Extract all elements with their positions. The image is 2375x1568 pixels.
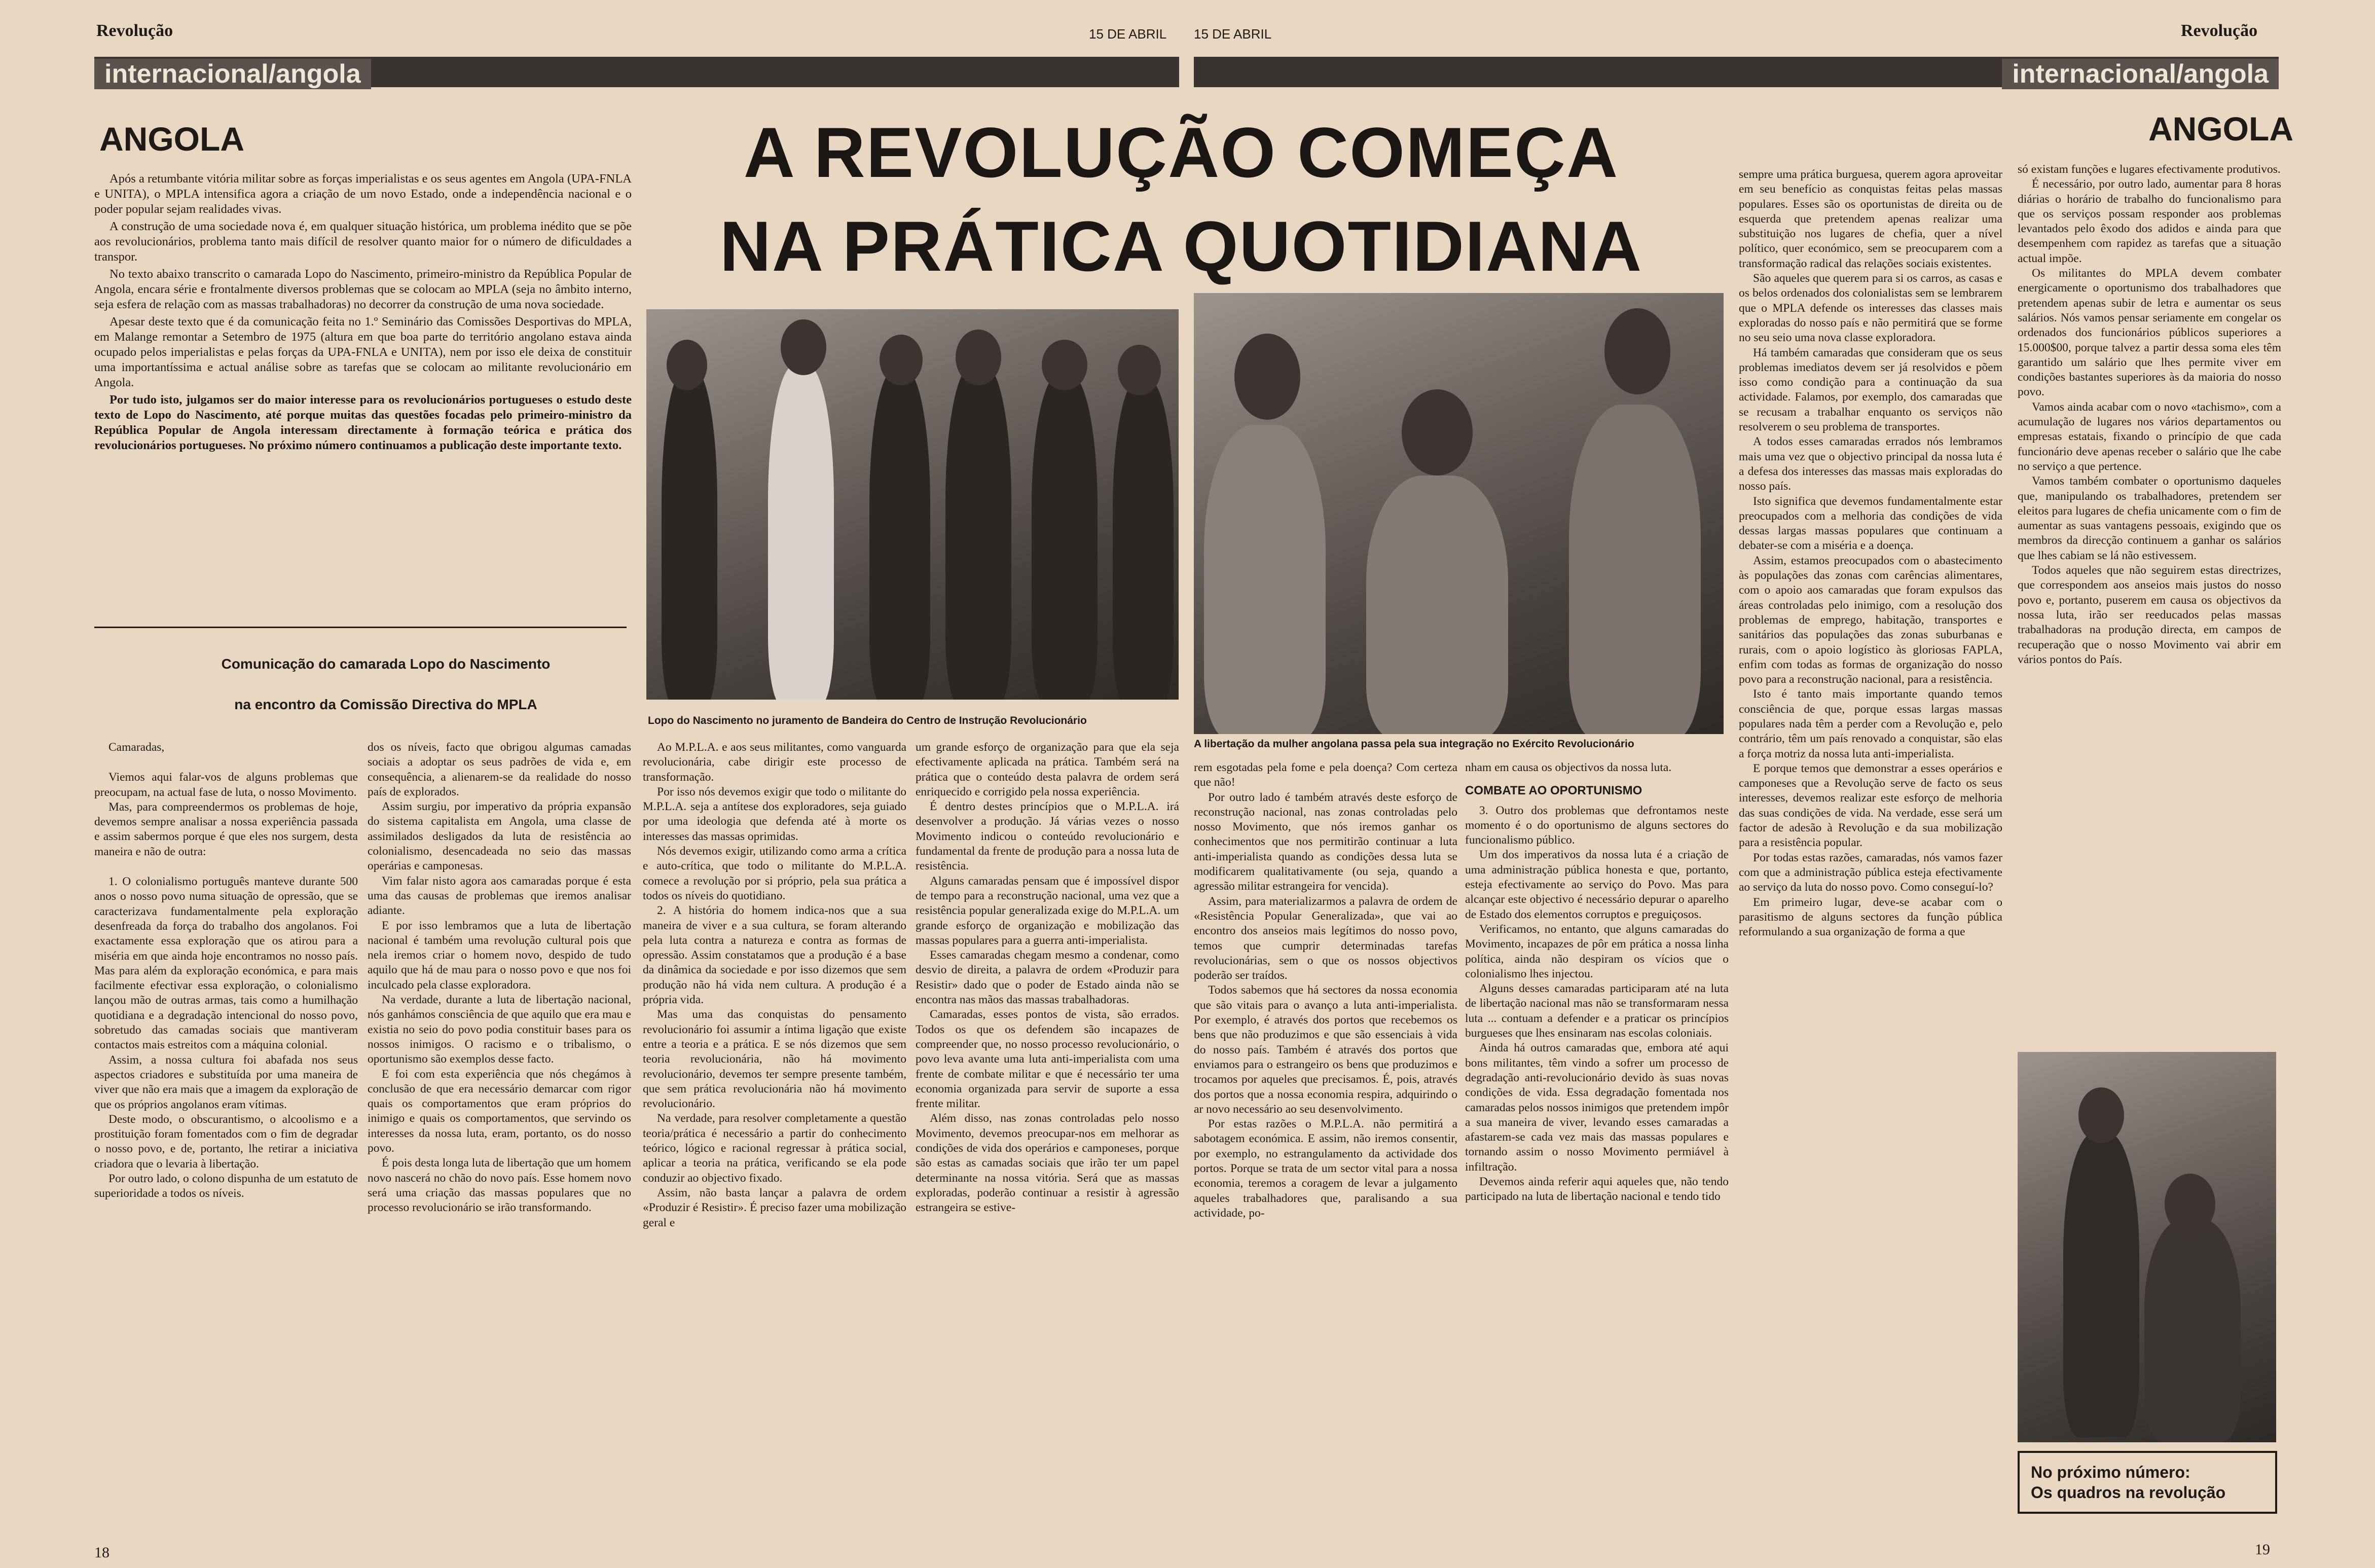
column-paragraph: Vim falar nisto agora aos camaradas porque é esta uma das causas de problemas que iremos analisar adiante. (368, 874, 631, 918)
column-paragraph: E foi com esta experiência que nós chegámos à conclusão de que era necessário demarcar com rigor quais os comportamentos que eram próprios do inimigo e quais os comportamentos, que servindo os interesses da nossa luta, eram, portanto, os do nosso povo. (368, 1067, 631, 1155)
headline-line-1: A REVOLUÇÃO COMEÇA (743, 113, 1619, 192)
column-paragraph: Em primeiro lugar, deve-se acabar com o parasitismo de alguns sectores da função pública reformulando a sua organização de forma a que (1739, 895, 2002, 939)
photo-soldiers-small (2018, 1052, 2276, 1442)
section-band-left (94, 57, 1179, 87)
column-paragraph: Assim, estamos preocupados com o abastecimento às populações das zonas com carências alimentares, com o apoio aos camaradas que foram expulsos das áreas controladas pelo inimigo, com a resolução dos problemas de emprego, habitação, transportes e sanitários das populações das zonas suburbanas e rurais, com o apoio logístico às gloriosas FAPLA, enfim com todas as formas de organização do nosso povo para a reconstrução nacional, para a resistência. (1739, 554, 2002, 686)
column-paragraph: Deste modo, o obscurantismo, o alcoolismo e a prostituição foram fomentados com o fim de degradar o nosso povo, e de, portanto, lhe retirar a iniciativa criadora que o levaria à libertação. (94, 1112, 358, 1171)
section-label-left: internacional/angola (94, 59, 371, 89)
column-paragraph: Na verdade, durante a luta de libertação nacional, nós ganhámos consciência de que aquilo que era mau e existia no seio do povo podia constituir bases para os nossos inimigos. O racismo e o tribalismo, o oportunismo são exemplos desse facto. (368, 993, 631, 1066)
column-paragraph: 2. A história do homem indica-nos que a sua maneira de viver e a sua cultura, se foram alterando pela luta contra a natureza e contra as formas de opressão. Assim constatamos que a produção é a base da dinâmica da sociedade e por isso dizemos que sem produção não há vida nem cultura. A produção é a própria vida. (643, 904, 906, 1007)
intro-divider (94, 627, 627, 628)
next-issue-label: No próximo número: (2031, 1463, 2190, 1481)
subhead-line-2: na encontro da Comissão Directiva do MPLA (234, 697, 537, 712)
next-issue-box (2018, 1451, 2277, 1514)
column-paragraph: um grande esforço de organização para que ela seja efectivamente aplicada na prática. Também será na prática que o conteúdo desta palavra de ordem será enriquecido e corrigido pela nossa experiência. (916, 741, 1179, 798)
column-paragraph: Todos sabemos que há sectores da nossa economia que são vitais para o avanço a luta anti-imperialista. Por exemplo, é através dos portos que recebemos os bens que não produzimos e que são essenciais à vida do nosso país. Também é através dos portos que enviamos para o estrangeiro os bens que produzimos e trocamos por aqueles que precisamos. É, pois, através dos portos que a nossa economia respira, adquirindo o ar novo necessário ao seu desenvolvimento. (1194, 983, 1457, 1116)
photo-caption-left: Lopo do Nascimento no juramento de Bandeira do Centro de Instrução Revolucionário (648, 715, 1087, 726)
column-paragraph: Todos aqueles que não seguirem estas directrizes, que correspondem aos anseios mais justos do nosso povo e, portanto, puserem em causa os objectivos da nossa luta, irão ser reeducados pelas massas trabalhadoras na produção directa, em campos de recuperação que o nosso Movimento vai abrir em vários pontos do País. (2018, 564, 2281, 666)
text-column-4 (916, 740, 1179, 1541)
subhead-line-1: Comunicação do camarada Lopo do Nascimento (221, 656, 551, 672)
column-paragraph: Por isso nós devemos exigir que todo o militante do M.P.L.A. seja a antítese dos exploradores, seja guiado por uma ideologia que defenda até à morte os interesses das massas oprimidas. (643, 785, 906, 843)
photo-women-soldiers (1194, 293, 1724, 734)
column-paragraph: Por todas estas razões, camaradas, nós vamos fazer com que a administração pública esteja efectivamente ao serviço da luta do nosso povo. Como conseguí-lo? (1739, 851, 2002, 894)
column-paragraph: Isto é tanto mais importante quando temos consciência de que, porque essas largas massas populares nada têm a perder com a Revolução e, pelo contrário, têm um país renovado a conquistar, são elas a força motriz da nossa luta anti-imperialista. (1739, 687, 2002, 760)
intro-paragraph: Por tudo isto, julgamos ser do maior interesse para os revolucionários portugueses o estudo deste texto de Lopo do Nascimento, até porque muitas das questões focadas pelo primeiro-ministro da República Popular de Angola interessam directamente à formação teórica e prática dos revolucionários portugueses. No próximo número continuamos a publicação deste importante texto. (94, 393, 632, 452)
photo-caption-right: A libertação da mulher angolana passa pela sua integração no Exército Revolucionário (1194, 738, 1634, 750)
section-heading: COMBATE AO OPORTUNISMO (1465, 784, 1642, 798)
column-paragraph: A todos esses camaradas errados nós lembramos mais uma vez que o objectivo principal da nossa luta é a defesa dos interesses das massas mais exploradas do nosso país. (1739, 435, 2002, 493)
column-paragraph: Por outro lado, o colono dispunha de um estatuto de superioridade a todos os níveis. (94, 1172, 358, 1200)
date-right: 15 DE ABRIL (1194, 26, 1272, 42)
column-paragraph: Isto significa que devemos fundamentalmente estar preocupados com a melhoria das condições de vida dessas largas massas populares que continuam a debater-se com a miséria e a doença. (1739, 494, 2002, 553)
column-paragraph: 3. Outro dos problemas que defrontamos neste momento é o do oportunismo de alguns sectores do funcionalismo público. (1465, 804, 1729, 847)
article-subhead (94, 644, 677, 725)
column-paragraph: Ainda há outros camaradas que, embora até aqui bons militantes, têm vindo a sofrer um processo de degradação anti-revolucionário devido às suas novas condições de vida. Essa degradação fomentada nos camaradas pelos nossos inimigos que pretendem impôr a sua maneira de viver, levando esses camaradas a afastarem-se cada vez mais das massas populares e tornando assim o nosso Movimento permiável à infiltração. (1465, 1041, 1729, 1174)
text-column-5 (1194, 760, 1457, 1541)
column-paragraph: Assim, a nossa cultura foi abafada nos seus aspectos criadores e substituída por uma maneira de viver que não era mais que a imagem da exploração de que os próprios angolanos eram vítimas. (94, 1053, 358, 1111)
column-paragraph: Mas, para compreendermos os problemas de hoje, devemos sempre analisar a nossa experiência passada e assim sabermos porque é que eles nos surgem, desta maneira e não de outra: (94, 800, 358, 858)
column-paragraph: Além disso, nas zonas controladas pelo nosso Movimento, devemos preocupar-nos em melhorar as condições de vida dos operários e camponeses, porque são estas as camadas sociais que irão ter um papel determinante na nossa vitória. Será que as massas exploradas, poderão continuar a resistir à agressão estrangeira se estive- (916, 1112, 1179, 1215)
column-paragraph: Por outro lado é também através deste esforço de reconstrução nacional, nas zonas controladas pelo nosso Movimento, que nós iremos ganhar os conhecimentos que nos permitirão continuar a luta anti-imperialista quando as condições dessa luta se modificarem qualitativamente (ou seja, quando a agressão militar estrangeira for vencida). (1194, 790, 1457, 893)
intro-paragraph: Após a retumbante vitória militar sobre as forças imperialistas e os seus agentes em Angola (UPA-FNLA e UNITA), o MPLA intensifica agora a criação de um novo Estado, onde a independência nacional e o poder popular sejam realidades vivas. (94, 172, 632, 216)
column-paragraph: Vamos ainda acabar com o novo «tachismo», com a acumulação de lugares nos vários departamentos ou empresas estatais, fixando o princípio de que cada funcionário deve apenas receber o salário que lhe cabe no serviço a que pertence. (2018, 400, 2281, 473)
column-paragraph: Assim surgiu, por imperativo da própria expansão do sistema capitalista em Angola, uma classe de assimilados desligados da luta de resistência ao colonialismo, desencadeada no seio das massas operárias e camponesas. (368, 800, 631, 873)
column-paragraph: E por isso lembramos que a luta de libertação nacional é também uma revolução cultural pois que nela iremos criar o homem novo, despido de tudo aquilo que há de mau para o nosso povo e que nos foi inculcado pela classe exploradora. (368, 919, 631, 992)
intro-paragraph: No texto abaixo transcrito o camarada Lopo do Nascimento, primeiro-ministro da República Popular de Angola, encara série e frontalmente diversos problemas que se colocam ao MPLA (seja no âmbito interno, seja esfera de relação com as massas trabalhadoras) no decorrer da construção de uma nova sociedade. (94, 267, 632, 311)
column-paragraph: rem esgotadas pela fome e pela doença? Com certeza que não! (1194, 761, 1457, 789)
column-paragraph: Camaradas, (108, 741, 165, 754)
column-paragraph: É dentro destes princípios que o M.P.L.A. irá desenvolver a produção. Já várias vezes o nosso Movimento indicou o conteúdo revolucionário e fundamental da frente de produção para a nossa luta de resistência. (916, 800, 1179, 873)
section-band-right (1194, 57, 2279, 87)
column-paragraph: Por estas razões o M.P.L.A. não permitirá a sabotagem económica. E assim, não iremos consentir, por exemplo, no estrangulamento da actividade dos portos. Porque se trata de um sector vital para a nossa economia, teremos a coragem de levar a julgamento aqueles trabalhadores que, paralisando a sua actividade, po- (1194, 1117, 1457, 1220)
column-paragraph: São aqueles que querem para si os carros, as casas e os belos ordenados dos colonialistas sem se lembrarem que o MPLA defende os interesses das classes mais exploradas do nosso país e não permitirá que se forme no seu seio uma nova classe exploradora. (1739, 272, 2002, 345)
column-paragraph: Na verdade, para resolver completamente a questão teoria/prática é necessário a partir do conhecimento teórico, lógico e racional regressar à prática social, aplicar a teoria na prática, verificando se ela pode conduzir ao objectivo fixado. (643, 1112, 906, 1185)
page-number-left: 18 (94, 1544, 109, 1561)
headline-line-2: NA PRÁTICA QUOTIDIANA (719, 206, 1643, 286)
column-paragraph: Devemos ainda referir aqui aqueles que, não tendo participado na luta de libertação nacional e tendo tido (1465, 1175, 1729, 1204)
text-column-7 (1739, 167, 2002, 1541)
intro-paragraph: A construção de uma sociedade nova é, em qualquer situação histórica, um problema inédito que se põe aos revolucionários, problema tanto mais difícil de resolver quanto maior for o número de dificuldades a transpor. (94, 220, 632, 264)
page-number-right: 19 (2255, 1541, 2270, 1558)
column-paragraph: Verificamos, no entanto, que alguns camaradas do Movimento, incapazes de pôr em prática a nossa linha política, ainda não despiram os vícios que o colonialismo lhes injectou. (1465, 922, 1729, 980)
column-paragraph: Mas uma das conquistas do pensamento revolucionário foi assumir a íntima ligação que existe entre a teoria e a prática. E se nós dizemos que sem teoria revolucionária, não há movimento revolucionário, devemos ter sempre presente também, que sem prática revolucionária não há movimento revolucionário. (643, 1008, 906, 1111)
photo-lopo-do-nascimento (646, 309, 1179, 700)
next-issue-title: Os quadros na revolução (2031, 1483, 2226, 1502)
headline (659, 105, 1703, 293)
column-paragraph: Camaradas, esses pontos de vista, são errados. Todos os que os defendem são incapazes de compreender que, no nosso processo revolucionário, o povo leva avante uma luta anti-imperialista com uma frente de combate militar e que é necessário ter uma economia organizada para servir de suporte a essa frente militar. (916, 1008, 1179, 1111)
column-paragraph: Um dos imperativos da nossa luta é a criação de uma administração pública honesta e que, portanto, esteja efectivamente ao serviço do Povo. Mas para alcançar este objectivo é necessário depurar o aparelho de Estado dos elementos corruptos e preguiçosos. (1465, 848, 1729, 921)
column-paragraph: Nós devemos exigir, utilizando como arma a crítica e auto-crítica, que todo o militante do M.P.L.A. comece a revolução por si próprio, pela sua prática a todos os níveis do quotidiano. (643, 845, 906, 902)
kicker-right: ANGOLA (2148, 110, 2293, 148)
text-column-6 (1465, 760, 1729, 1541)
intro-text (94, 171, 632, 612)
column-paragraph: Vamos também combater o oportunismo daqueles que, manipulando os trabalhadores, pretendem ser eleitos para lugares de chefia unicamente com o fim de aumentar as suas vantagens pessoais, exigindo que os membros da direcção continuem a ganhar os salários que lhes cabiam se lá não estivessem. (2018, 475, 2281, 562)
section-label-right: internacional/angola (2002, 59, 2279, 89)
column-paragraph: Alguns camaradas pensam que é impossível dispor de tempo para a reconstrução nacional, uma vez que a resistência popular generalizada exige do M.P.L.A. um grande esforço de organização e mobilização das massas populares para a guerra anti-imperialista. (916, 874, 1179, 947)
column-paragraph: Viemos aqui falar-vos de alguns problemas que preocupam, na actual fase de luta, o nosso Movimento. (94, 771, 358, 799)
column-paragraph: nham em causa os objectivos da nossa luta. (1465, 761, 1672, 774)
text-column-8 (2018, 162, 2281, 1039)
text-column-3 (643, 740, 906, 1541)
column-paragraph: Há também camaradas que consideram que os seus problemas imediatos devem ser já resolvidos e põem isso como condição para a continuação da sua actividade. Falamos, por exemplo, dos camaradas que se recusam a trabalhar enquanto os serviços não resolverem o seu problema de transportes. (1739, 346, 2002, 434)
column-paragraph: Ao M.P.L.A. e aos seus militantes, como vanguarda revolucionária, cabe dirigir este processo de transformação. (643, 741, 906, 784)
column-paragraph: Esses camaradas chegam mesmo a condenar, como desvio de direita, a palavra de ordem «Produzir para Resistir» dado que o poder de Estado ainda não se encontra nas mãos das massas trabalhadoras. (916, 949, 1179, 1007)
column-paragraph: É pois desta longa luta de libertação que um homem novo nascerá no chão do novo país. Esse homem novo será uma criação das massas populares que no processo revolucionário se irão transformando. (368, 1156, 631, 1215)
text-column-2 (368, 740, 631, 1541)
intro-paragraph: Apesar deste texto que é da comunicação feita no 1.º Seminário das Comissões Desportivas do MPLA, em Malange remontar a Setembro de 1975 (altura em que boa parte do território angolano estava ainda ocupado pelos imperialistas e pelas forças da UPA-FNLA e UNITA), nem por isso ele deixa de constituir uma importantíssima e actual análise sobre as tarefas que se colocam ao militante revolucionário em Angola. (94, 315, 632, 389)
column-paragraph: dos os níveis, facto que obrigou algumas camadas sociais a adoptar os seus padrões de vida e, em consequência, a alienarem-se da realidade do nosso país de explorados. (368, 741, 631, 798)
column-paragraph: Assim, para materializarmos a palavra de ordem de «Resistência Popular Generalizada», que vai ao encontro dos anseios mais legítimos do nosso povo, temos que cumprir determinadas tarefas revolucionárias, sem o que os nossos objectivos poderão ser traídos. (1194, 894, 1457, 982)
column-paragraph: só existam funções e lugares efectivamente produtivos. (2018, 163, 2281, 176)
masthead-left: Revolução (96, 21, 173, 40)
column-paragraph: É necessário, por outro lado, aumentar para 8 horas diárias o horário de trabalho do funcionalismo para que os serviços possam responder aos problemas levantados pelo êxodo dos adidos e ainda para que desempenhem com rapidez as tarefas que a situação actual impõe. (2018, 177, 2281, 265)
column-paragraph: Assim, não basta lançar a palavra de ordem «Produzir é Resistir». É preciso fazer uma mobilização geral e (643, 1186, 906, 1229)
column-paragraph: 1. O colonialismo português manteve durante 500 anos o nosso povo numa situação de opressão, que se caracterizava fundamentalmente pela exploração desenfreada da força do trabalho dos angolanos. Foi exactamente essa exploração que os atirou para a miséria em que ainda hoje encontramos no nosso país. Mas para além da exploração económica, e para mais facilmente efectivar essa exploração, o colonialismo lançou mão de outras armas, tais como a humilhação quotidiana e a degradação intencional do nosso povo, sobretudo das camadas sociais que mantiveram contactos mais estreitos com a máquina colonial. (94, 875, 358, 1052)
masthead-right: Revolução (2181, 21, 2258, 40)
column-paragraph: Os militantes do MPLA devem combater energicamente o oportunismo dos trabalhadores que pretendem apenas subir de letra e aumentar os seus salários. Nós vamos pensar seriamente em congelar os ordenados dos funcionários públicos superiores a 15.000$00, porque talvez a partir dessa soma eles têm garantido um salário que lhes permite viver em condições bastantes superiores às da maioria do nosso povo. (2018, 267, 2281, 399)
column-paragraph: Alguns desses camaradas participaram até na luta de libertação nacional mas não se transformaram nessa luta ... contuam a defender e a praticar os princípios burgueses que lhes ensinaram nas escolas coloniais. (1465, 982, 1729, 1040)
column-paragraph: sempre uma prática burguesa, querem agora aproveitar em seu benefício as conquistas feitas pelas massas populares. Esses são os oportunistas de direita ou de esquerda que pretendem apenas realizar uma substituição nos lugares de chefia, quer a nível político, quer económico, sem se preocuparem com a transformação radical das relações sociais existentes. (1739, 168, 2002, 270)
kicker-left: ANGOLA (99, 120, 244, 158)
text-column-1 (94, 740, 358, 1541)
column-paragraph: E porque temos que demonstrar a esses operários e camponeses que a Revolução serve de facto os seus interesses, devemos realizar este esforço de melhoria das suas condições de vida. Na verdade, esse será um factor de adesão à Revolução e da sua mobilização para a resistência popular. (1739, 761, 2002, 850)
date-left: 15 DE ABRIL (1089, 26, 1167, 42)
